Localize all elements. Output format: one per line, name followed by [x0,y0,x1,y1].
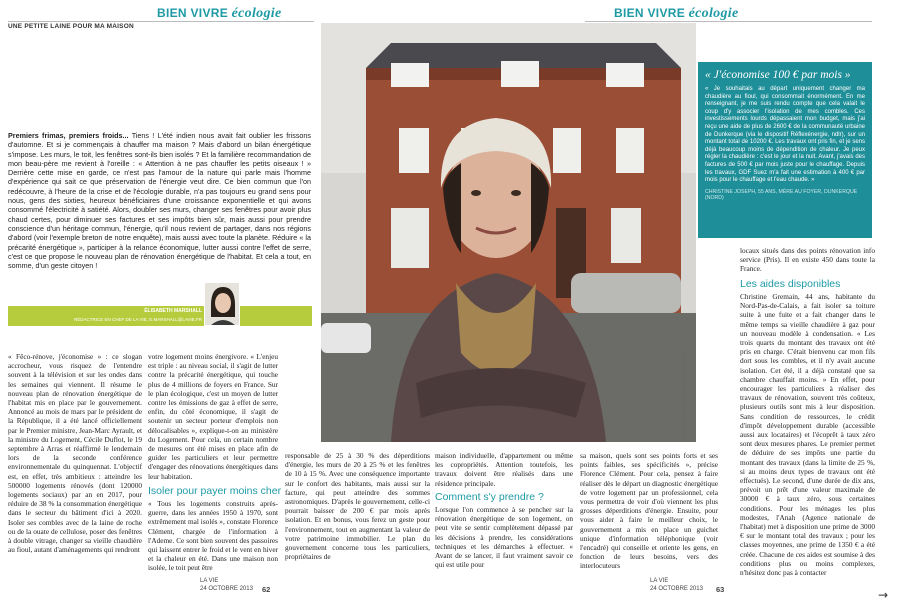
footer-left-pub: LA VIE [200,578,219,584]
section-header-left [157,6,281,22]
section-name-italic: écologie [231,6,282,21]
section-name: BIEN VIVRE [157,6,229,20]
article-column-5: sa maison, quels sont ses points forts et ses points faibles, ses spécificités », précise Florence Clément. Pour cela, pensez à faire réaliser dès le départ un diagnostic énergétique de votre logement par un professionnel, cela vous permettra de voir d'où viennent les plus grosses déperditions d'énergie. Ensuite, pour vous aider à faire le meilleur choix, le gouvernement a mis en place un guichet unique d'information téléphonique (voir l'encadré) qui conseille et oriente les gens, en fonction de leurs besoins, vers des interlocuteurs [580,451,718,571]
testimonial-title: « J'économise 100 € par mois » [705,69,851,81]
section-name-italic: écologie [688,6,739,21]
article-column-3: responsable de 25 à 30 % des déperditions d'énergie, les murs de 20 à 25 % et les fenêtres de 10 à 15 %. Avec une conséquence importante sur le confort des habitants, mais aussi sur la facture, qui peut atteindre des sommes astronomiques. D'après le gouvernement, celle-ci pourrait baisser de 200 € par mois après isolation. Et en bonus, vous ferez un geste pour l'environnement, tout en augmentant la valeur de votre patrimoine immobilier. Le plan du gouvernement concerne tous les particuliers, propriétaires de [285,451,430,562]
article-column-4b: Lorsque l'on commence à se pencher sur la rénovation énergétique de son logement, on peut vite se sentir complètement dépassé par les décisions à prendre, les considérations techniques et les démarches à effectuer. « Avant de se lancer, il faut vraiment savoir ce qui est utile pour [435,505,573,570]
signature-bar [8,306,312,326]
editorial-body: Tiens ! L'été indien nous avait fait oublier les frissons d'automne. Et si je commençais à chauffer ma maison ? Mais d'abord un bilan énergétique s'impose. Les murs, le toit, les fenêtres sont-ils bien isolés ? Et la familière recommandation de mon beau-père me revient à l'oreille : « Attention à ne pas chauffer les petits oiseaux ! » Derrière cette mise en garde, ce n'est pas l'amour de la nature qui parle mais l'homme d'expérience qui sait ce que préservation de l'énergie veut dire. Ce bien commun que l'on redécouvre, à l'heure de la crise et de l'écologie durable, n'a pas toujours eu grand sens pour nous, gens des sixties, heureux bénéficiaires d'une croissance exponentielle et qui avons consommé l'électricité à satiété. Alors, doubler ses murs, changer ses fenêtres pour avoir plus chaud certes, pour diminuer ses factures et ses impôts bien sûr, mais aussi pour prendre conscience d'un héritage commun, l'énergie, qu'il nous revient de partager, dans nos régions d'abord (voir l'exemple breton de notre enquête), mais aussi avec toute la planète. Réduire « la précarité énergétique », participer à la relance économique, lutter aussi contre l'effet de serre, c'est ce que propose le nouveau plan de rénovation énergétique de l'habitat. Et cela a tout, en somme, d'un geste citoyen ! [8,131,312,271]
subhead-aides: Les aides disponibles [740,278,841,290]
photo-credit: XAVIER LEMORIN / DIVERGENCE POUR LA VIE [681,350,686,440]
article-column-4a: maison individuelle, d'appartement ou même les copropriétés. Attention toutefois, les travaux doivent être réalisés dans une résidence principale. [435,451,573,488]
testimonial-source: CHRISTINE JOSEPH, 55 ANS, MÈRE AU FOYER, DUNKERQUE (NORD) [705,188,858,202]
footer-left-date: 24 OCTOBRE 2013 [200,586,253,592]
header-rule [585,21,872,22]
editor-portrait [204,282,240,326]
subhead-isoler: Isoler pour payer moins cher [148,485,282,497]
page-number-left: 62 [262,585,271,594]
header-rule [8,21,314,22]
article-column-6b: Christine Gremain, 44 ans, habitante du Nord-Pas-de-Calais, a fait isoler sa toiture suite à une fuite et a fait changer dans le même temps sa vieille chaudière à gaz pour un nouveau modèle à condensation. « Les trois quarts du montant des travaux ont été pris en charge. C'était bienvenu car mon fils dort sous les combles, et il n'y avait aucune isolation. Cet été, il a déjà constaté que sa chambre chauffait moins. » En effet, pour encourager les particuliers à réaliser des travaux de rénovation, souvent très coûteux, plusieurs outils sont mis à leur disposition. Sans condition de ressources, le crédit d'impôt développement durable (accessible aussi aux locataires) et l'écoprêt à taux zéro sont deux mesures phares. Le premier permet de déduire de ses impôts une partie du montant des travaux (dans la limite de 25 %, si au moins deux types de travaux ont été effectués). Le second, d'une durée de dix ans, prévoit un prêt d'une valeur maximale de 30000 € à taux zéro, sous certaines conditions. Pour les ménages les plus modestes, l'Anah (Agence nationale de l'habitat) met à disposition une prime de 3000 € sur le montant total des travaux ; pour les classes moyennes, une prime de 1350 € a été créée. Chacune de ces aides est soumise à des conditions plus ou moins complexes, n'hésitez donc pas à contacter [740,292,875,578]
next-page-arrow-icon[interactable]: → [878,588,889,602]
signature-name: ÉLISABETH MARSHALL [144,308,202,314]
footer-right-date: 24 OCTOBRE 2013 [650,586,703,592]
article-column-1: « Fêco-rénove, j'économise » : ce slogan accrocheur, vous risquez de l'entendre souvent à la télévision et sur les ondes dans les semaines qui viennent. Il résume le nouveau plan de rénovation énergétique de l'habitat mis en place par le gouvernement. Annoncé au mois de mars par le président de la République, il a été lancé officiellement par le Premier ministre, Jean-Marc Ayrault, et la ministre du Logement, Cécile Duflot, le 19 septembre à Arras et réaffirmé le lendemain lors de la seconde conférence environnementale du quinquennat. L'objectif est, en effet, très ambitieux : atteindre les 500000 logements rénovés (dont 120000 logements sociaux) par an en 2017, pour réduire de 38 % la consommation énergétique dans le secteur du bâtiment d'ici à 2020. Isoler ses combles avec de la laine de roche ou de la ouate de cellulose, poser des fenêtres à double vitrage, changer sa vieille chaudière au fioul, autant d'aménagements qui rendront [8,352,143,555]
footer-right-pub: LA VIE [650,578,669,584]
article-column-2b: « Tous les logements construits après-guerre, dans les années 1950 à 1970, sont extrêmement mal isolés », constate Florence Clément, chargée de l'information à l'Ademe. Ce sont bien souvent des passoires qui laissent entrer le froid et le vent en hiver et la chaleur en été. Dans une maison non isolée, le toit peut être [148,499,278,573]
editorial-lead: Premiers frimas, premiers froids... [8,131,129,140]
testimonial-body: « Je souhaitais au départ uniquement changer ma chaudière au fioul, qui consommait énormément. En me renseignant, je me suis rendu compte que cela valait le coup d'y associer l'isolation de mes combles. Ces investissements lourds dépassaient mon budget, mais j'ai reçu une aide de plus de 2600 € de la communauté urbaine de Dunkerque (via le dispositif Réflexénergie, ndlr), sur un montant total de 10200 €. Les travaux ont pris fin, et je sens déjà beaucoup moins de dépendition de chaleur. Je peux régler la chaudière : c'est le jour et la nuit. Avant, j'avais des factures de 500 € par mois juste pour le chauffage. Depuis les travaux, GDF Suez m'a fait une estimation à 400 € par mois pour le chauffage et l'eau chaude. » [705,86,865,184]
hero-photo [321,23,696,442]
subhead-comment: Comment s'y prendre ? [435,491,544,503]
section-name: BIEN VIVRE [614,6,686,20]
editorial-text [8,131,311,270]
article-column-6a: locaux situés dans des points rénovation info service (Pris). Il en existe 450 dans toute la France. [740,246,875,274]
testimonial-box [698,62,872,238]
section-header-right [614,6,738,22]
kicker: UNE PETITE LAINE POUR MA MAISON [8,23,134,30]
page-number-right: 63 [716,585,725,594]
signature-role: RÉDACTRICE EN CHEF DE LA VIE, E.MARSHALL@LAVIE.FR [73,317,202,322]
article-column-2a: votre logement moins énergivore. « L'enjeu est triple : au niveau social, il s'agit de lutter contre la précarité énergétique, qui touche plus de 4 millions de foyers en France. Sur le plan écologique, c'est un moyen de lutter contre les émissions de gaz à effet de serre, enfin, du côté économique, il s'agit de soutenir un secteur porteur d'emplois non délocalisables », explique-t-on au ministère du Logement. Pour cela, un certain nombre de mesures ont été mises en place afin de guider les particuliers et leur permettre d'engager des rénovations énergétiques dans leur habitation. [148,352,278,481]
